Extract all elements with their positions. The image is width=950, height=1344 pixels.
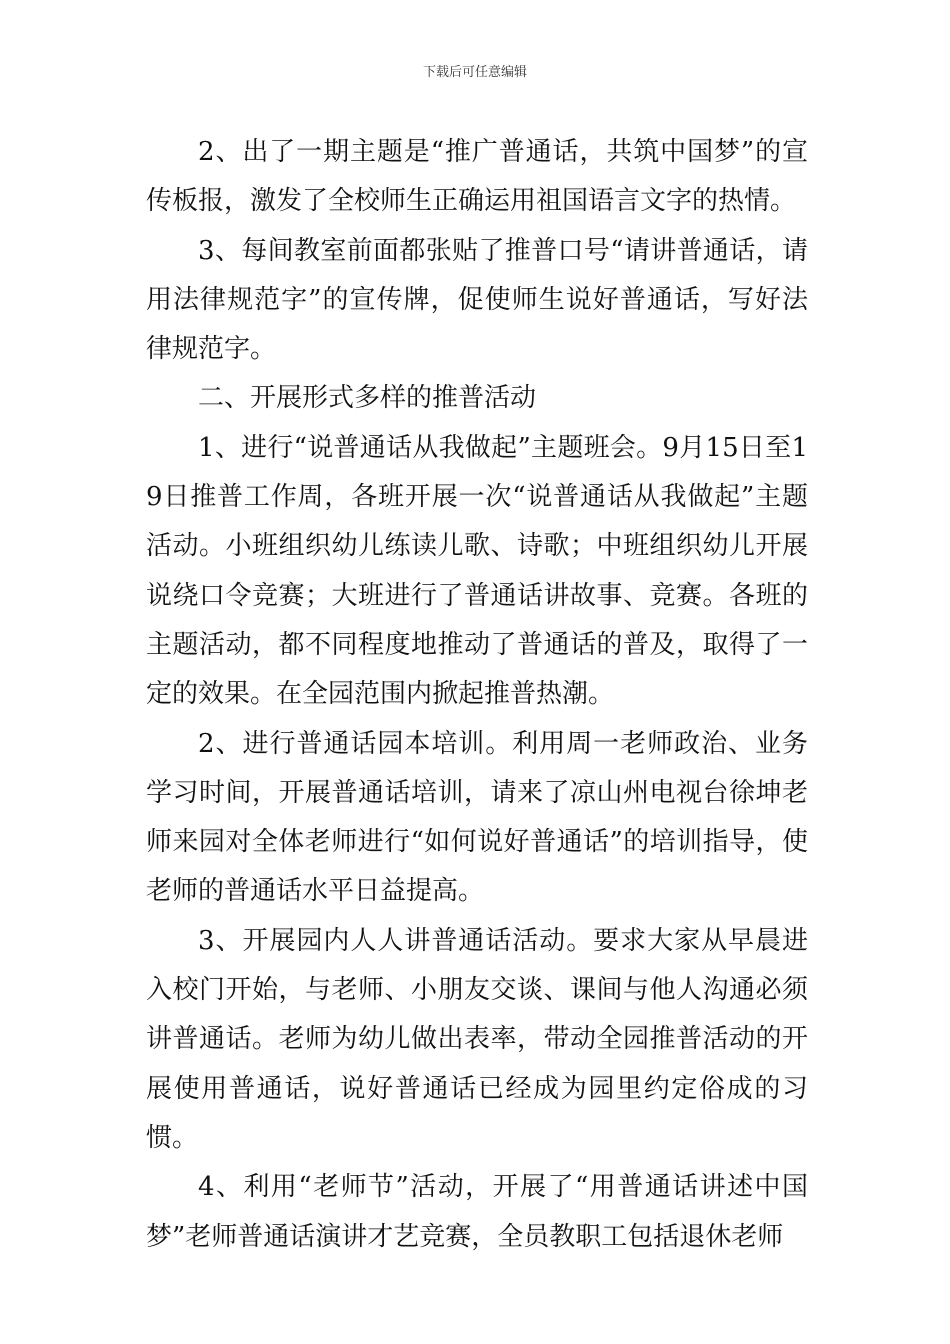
page-header: 下载后可任意编辑 <box>422 65 527 80</box>
paragraph-2: 3、每间教室前面都张贴了推普口号“请讲普通话，请用法律规范字”的宣传牌，促使师生说好普通话，写好法律规范字。 <box>146 235 808 365</box>
document-body <box>146 128 808 1262</box>
paragraph-5: 3、开展园内人人讲普通话活动。要求大家从早晨进入校门开始，与老师、小朋友交谈、课间与他人沟通必须讲普通话。老师为幼儿做出表率，带动全园推普活动的开展使用普通话，说好普通话已经成为园里约定俗成的习惯。 <box>146 925 808 1153</box>
paragraph-3: 1、进行“说普通话从我做起”主题班会。9月15日至19日推普工作周，各班开展一次“说普通话从我做起”主题活动。小班组织幼儿练读儿歌、诗歌；中班组织幼儿开展说绕口令竞赛；大班进行了普通话讲故事、竞赛。各班的主题活动，都不同程度地推动了普通话的普及，取得了一定的效果。在全园范围内掀起推普热潮。 <box>146 432 808 710</box>
section-heading: 二、开展形式多样的推普活动 <box>198 383 537 414</box>
paragraph-1: 2、出了一期主题是“推广普通话，共筑中国梦”的宣传板报，激发了全校师生正确运用祖国语言文字的热情。 <box>146 137 808 217</box>
paragraph-6: 4、利用“老师节”活动，开展了“用普通话讲述中国梦”老师普通话演讲才艺竞赛，全员教职工包括退休老师 <box>146 1172 808 1252</box>
paragraph-4: 2、进行普通话园本培训。利用周一老师政治、业务学习时间，开展普通话培训，请来了凉山州电视台徐坤老师来园对全体老师进行“如何说好普通话”的培训指导，使老师的普通话水平日益提高。 <box>146 728 808 907</box>
